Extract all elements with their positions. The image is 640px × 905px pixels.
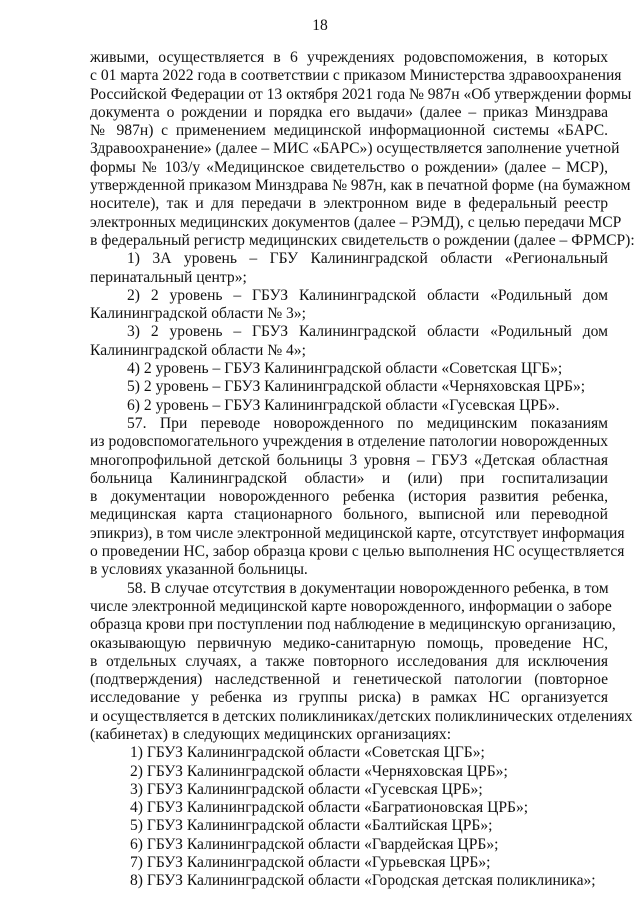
text-line: 8) ГБУЗ Калининградской области «Городская детская поликлиника»; xyxy=(130,872,596,890)
document-body xyxy=(90,49,635,891)
text-line: 58. В случае отсутствия в документации новорожденного ребенка, в том xyxy=(127,579,609,597)
text-line: Калининградской области № 4»; xyxy=(90,341,306,359)
text-line: утвержденной приказом Минздрава № 987н, как в печатной форме (на бумажном xyxy=(90,177,631,195)
text-line: 4) ГБУЗ Калининградской области «Багратионовская ЦРБ»; xyxy=(130,799,529,817)
text-line: из родовспомогательного учреждения в отделение патологии новорожденных xyxy=(90,433,608,451)
text-line: оказывающую первичную медико-санитарную помощь, проведение НС, xyxy=(90,634,608,652)
text-line: исследование у ребенка из группы риска) в рамках НС организуется xyxy=(90,689,608,707)
text-line: 5) 2 уровень – ГБУЗ Калининградской области «Черняховская ЦРБ»; xyxy=(127,378,586,396)
text-line: 57. При переводе новорожденного по медицинским показаниям xyxy=(127,414,608,432)
text-line: Российской Федерации от 13 октября 2021 года № 987н «Об утверждении формы xyxy=(90,85,632,103)
text-line: с 01 марта 2022 года в соответствии с приказом Министерства здравоохранения xyxy=(90,67,622,85)
text-line: (подтверждения) наследственной и генетической патологии (повторное xyxy=(90,671,608,689)
text-line: в отдельных случаях, а также повторного исследования для исключения xyxy=(90,652,608,670)
text-line: 3) ГБУЗ Калининградской области «Гусевская ЦРБ»; xyxy=(130,780,483,798)
page-number: 18 xyxy=(312,17,328,34)
text-line: № 987н) с применением медицинской информационной системы «БАРС. xyxy=(90,122,608,140)
text-line: перинатальный центр»; xyxy=(90,268,247,286)
text-line: числе электронной медицинской карте новорожденного, информации о заборе xyxy=(90,597,612,615)
text-line: эпикриз), в том числе электронной медицинской карте, отсутствует информация xyxy=(90,524,625,542)
text-line: Калининградской области № 3»; xyxy=(90,305,306,323)
text-line: и осуществляется в детских поликлиниках/детских поликлинических отделениях xyxy=(90,707,633,725)
text-line: документа о рождении и порядка его выдачи» (далее – приказ Минздрава xyxy=(90,103,608,121)
text-line: в федеральный регистр медицинских свидетельств о рождении (далее – ФРМСР): xyxy=(90,231,635,249)
text-line: о проведении НС, забор образца крови с целью выполнения НС осуществляется xyxy=(90,543,625,561)
text-line: многопрофильной детской больницы 3 уровня – ГБУЗ «Детская областная xyxy=(90,451,608,469)
text-line: 1) ГБУЗ Калининградской области «Советская ЦГБ»; xyxy=(130,744,485,762)
text-line: 7) ГБУЗ Калининградской области «Гурьевская ЦРБ»; xyxy=(130,854,491,872)
text-line: (кабинетах) в следующих медицинских организациях: xyxy=(90,725,452,743)
text-line: 3) 2 уровень – ГБУЗ Калининградской области «Родильный дом xyxy=(127,323,608,341)
text-line: больница Калининградской области» и (или) при госпитализации xyxy=(90,469,608,487)
text-line: медицинская карта стационарного больного, выписной или переводной xyxy=(90,506,608,524)
text-line: 5) ГБУЗ Калининградской области «Балтийская ЦРБ»; xyxy=(130,817,493,835)
text-line: живыми, осуществляется в 6 учреждениях родовспоможения, в которых xyxy=(90,49,608,66)
text-line: 1) 3А уровень – ГБУ Калининградской области «Региональный xyxy=(127,250,608,268)
text-line: 6) ГБУЗ Калининградской области «Гвардейская ЦРБ»; xyxy=(130,835,499,853)
text-line: в документации новорожденного ребенка (история развития ребенка, xyxy=(90,488,608,506)
text-line: 2) 2 уровень – ГБУЗ Калининградской области «Родильный дом xyxy=(127,286,608,304)
text-line: 4) 2 уровень – ГБУЗ Калининградской области «Советская ЦГБ»; xyxy=(127,360,563,378)
text-line: формы № 103/у «Медицинское свидетельство о рождении» (далее – МСР), xyxy=(90,158,608,176)
text-line: образца крови при поступлении под наблюдение в медицинскую организацию, xyxy=(90,616,616,634)
text-line: 6) 2 уровень – ГБУЗ Калининградской области «Гусевская ЦРБ». xyxy=(127,396,560,414)
text-line: в условиях указанной больницы. xyxy=(90,561,308,579)
text-line: электронных медицинских документов (далее – РЭМД), с целью передачи МСР xyxy=(90,213,622,231)
text-line: 2) ГБУЗ Калининградской области «Черняховская ЦРБ»; xyxy=(130,762,508,780)
text-line: Здравоохранение» (далее – МИС «БАРС») осуществляется заполнение учетной xyxy=(90,140,620,158)
text-line: носителе), так и для передачи в электронном виде в федеральный реестр xyxy=(90,195,608,213)
